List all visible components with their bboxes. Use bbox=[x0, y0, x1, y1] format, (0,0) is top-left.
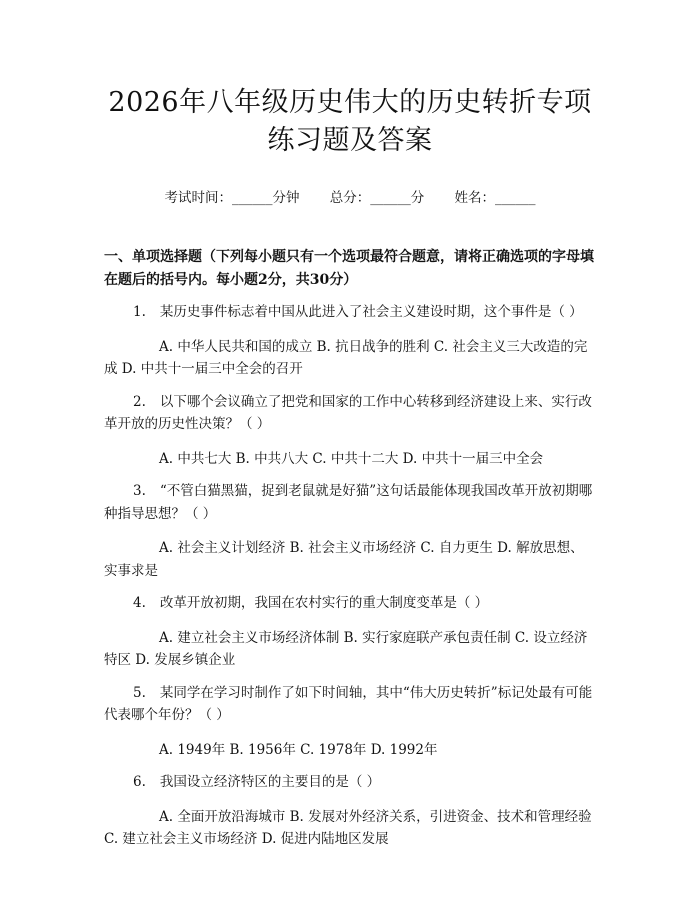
question-stem bbox=[104, 301, 596, 324]
question-options: A. 社会主义计划经济 B. 社会主义市场经济 C. 自力更生 D. 解放思想、实事求是 bbox=[104, 540, 584, 579]
question-text: 改革开放初期，我国在农村实行的重大制度变革是（ ） bbox=[159, 595, 489, 611]
question-stem bbox=[104, 592, 596, 615]
question-options: A. 中华人民共和国的成立 B. 抗日战争的胜利 C. 社会主义三大改造的完成 D. 中共十一届三中全会的召开 bbox=[104, 338, 588, 377]
question-number: 5. bbox=[133, 684, 146, 701]
section-heading: 一、单项选择题（下列每小题只有一个选项最符合题意，请将正确选项的字母填在题后的括号内。每小题2分，共30分） bbox=[104, 249, 594, 288]
question-options: A. 建立社会主义市场经济体制 B. 实行家庭联产承包责任制 C. 设立经济特区 D. 发展乡镇企业 bbox=[104, 629, 588, 668]
question-6 bbox=[104, 771, 596, 851]
question-number: 2. bbox=[133, 393, 146, 410]
question-text: 某历史事件标志着中国从此进入了社会主义建设时期，这个事件是（ ） bbox=[159, 304, 583, 320]
question-options: A. 中共七大 B. 中共八大 C. 中共十二大 D. 中共十一届三中全会 bbox=[159, 450, 544, 467]
question-number: 1. bbox=[133, 304, 146, 320]
exam-info bbox=[104, 188, 596, 208]
exam-time: 考试时间：______分钟 bbox=[164, 190, 300, 206]
question-5 bbox=[104, 682, 596, 762]
student-name: 姓名：______ bbox=[454, 190, 536, 206]
question-text: 以下哪个会议确立了把党和国家的工作中心转移到经济建设上来、实行改革开放的历史性决策？（ ） bbox=[104, 393, 592, 432]
question-number: 3. bbox=[133, 483, 146, 499]
question-text: “不管白猫黑猫，捉到老鼠就是好猫”这句话最能体现我国改革开放初期哪种指导思想？（ ） bbox=[104, 483, 593, 522]
question-3 bbox=[104, 480, 596, 582]
question-options: A. 全面开放沿海城市 B. 发展对外经济关系，引进资金、技术和管理经验 C. 建立社会主义市场经济 D. 促进内陆地区发展 bbox=[104, 808, 592, 847]
question-text: 某同学在学习时制作了如下时间轴，其中“伟大历史转折”标记处最有可能代表哪个年份？（ ） bbox=[104, 684, 593, 723]
question-number: 4. bbox=[133, 595, 146, 611]
question-stem bbox=[104, 682, 596, 727]
question-stem bbox=[104, 391, 596, 436]
question-4 bbox=[104, 592, 596, 672]
question-stem bbox=[104, 771, 596, 794]
question-text: 我国设立经济特区的主要目的是（ ） bbox=[159, 774, 381, 790]
question-stem bbox=[104, 480, 596, 525]
question-1 bbox=[104, 301, 596, 381]
question-number: 6. bbox=[133, 774, 146, 790]
exam-total-score: 总分：______分 bbox=[329, 190, 425, 206]
question-2 bbox=[104, 391, 596, 471]
document-title: 2026年八年级历史伟大的历史转折专项练习题及答案 bbox=[108, 87, 592, 156]
question-options: A. 1949年 B. 1956年 C. 1978年 D. 1992年 bbox=[159, 741, 438, 758]
